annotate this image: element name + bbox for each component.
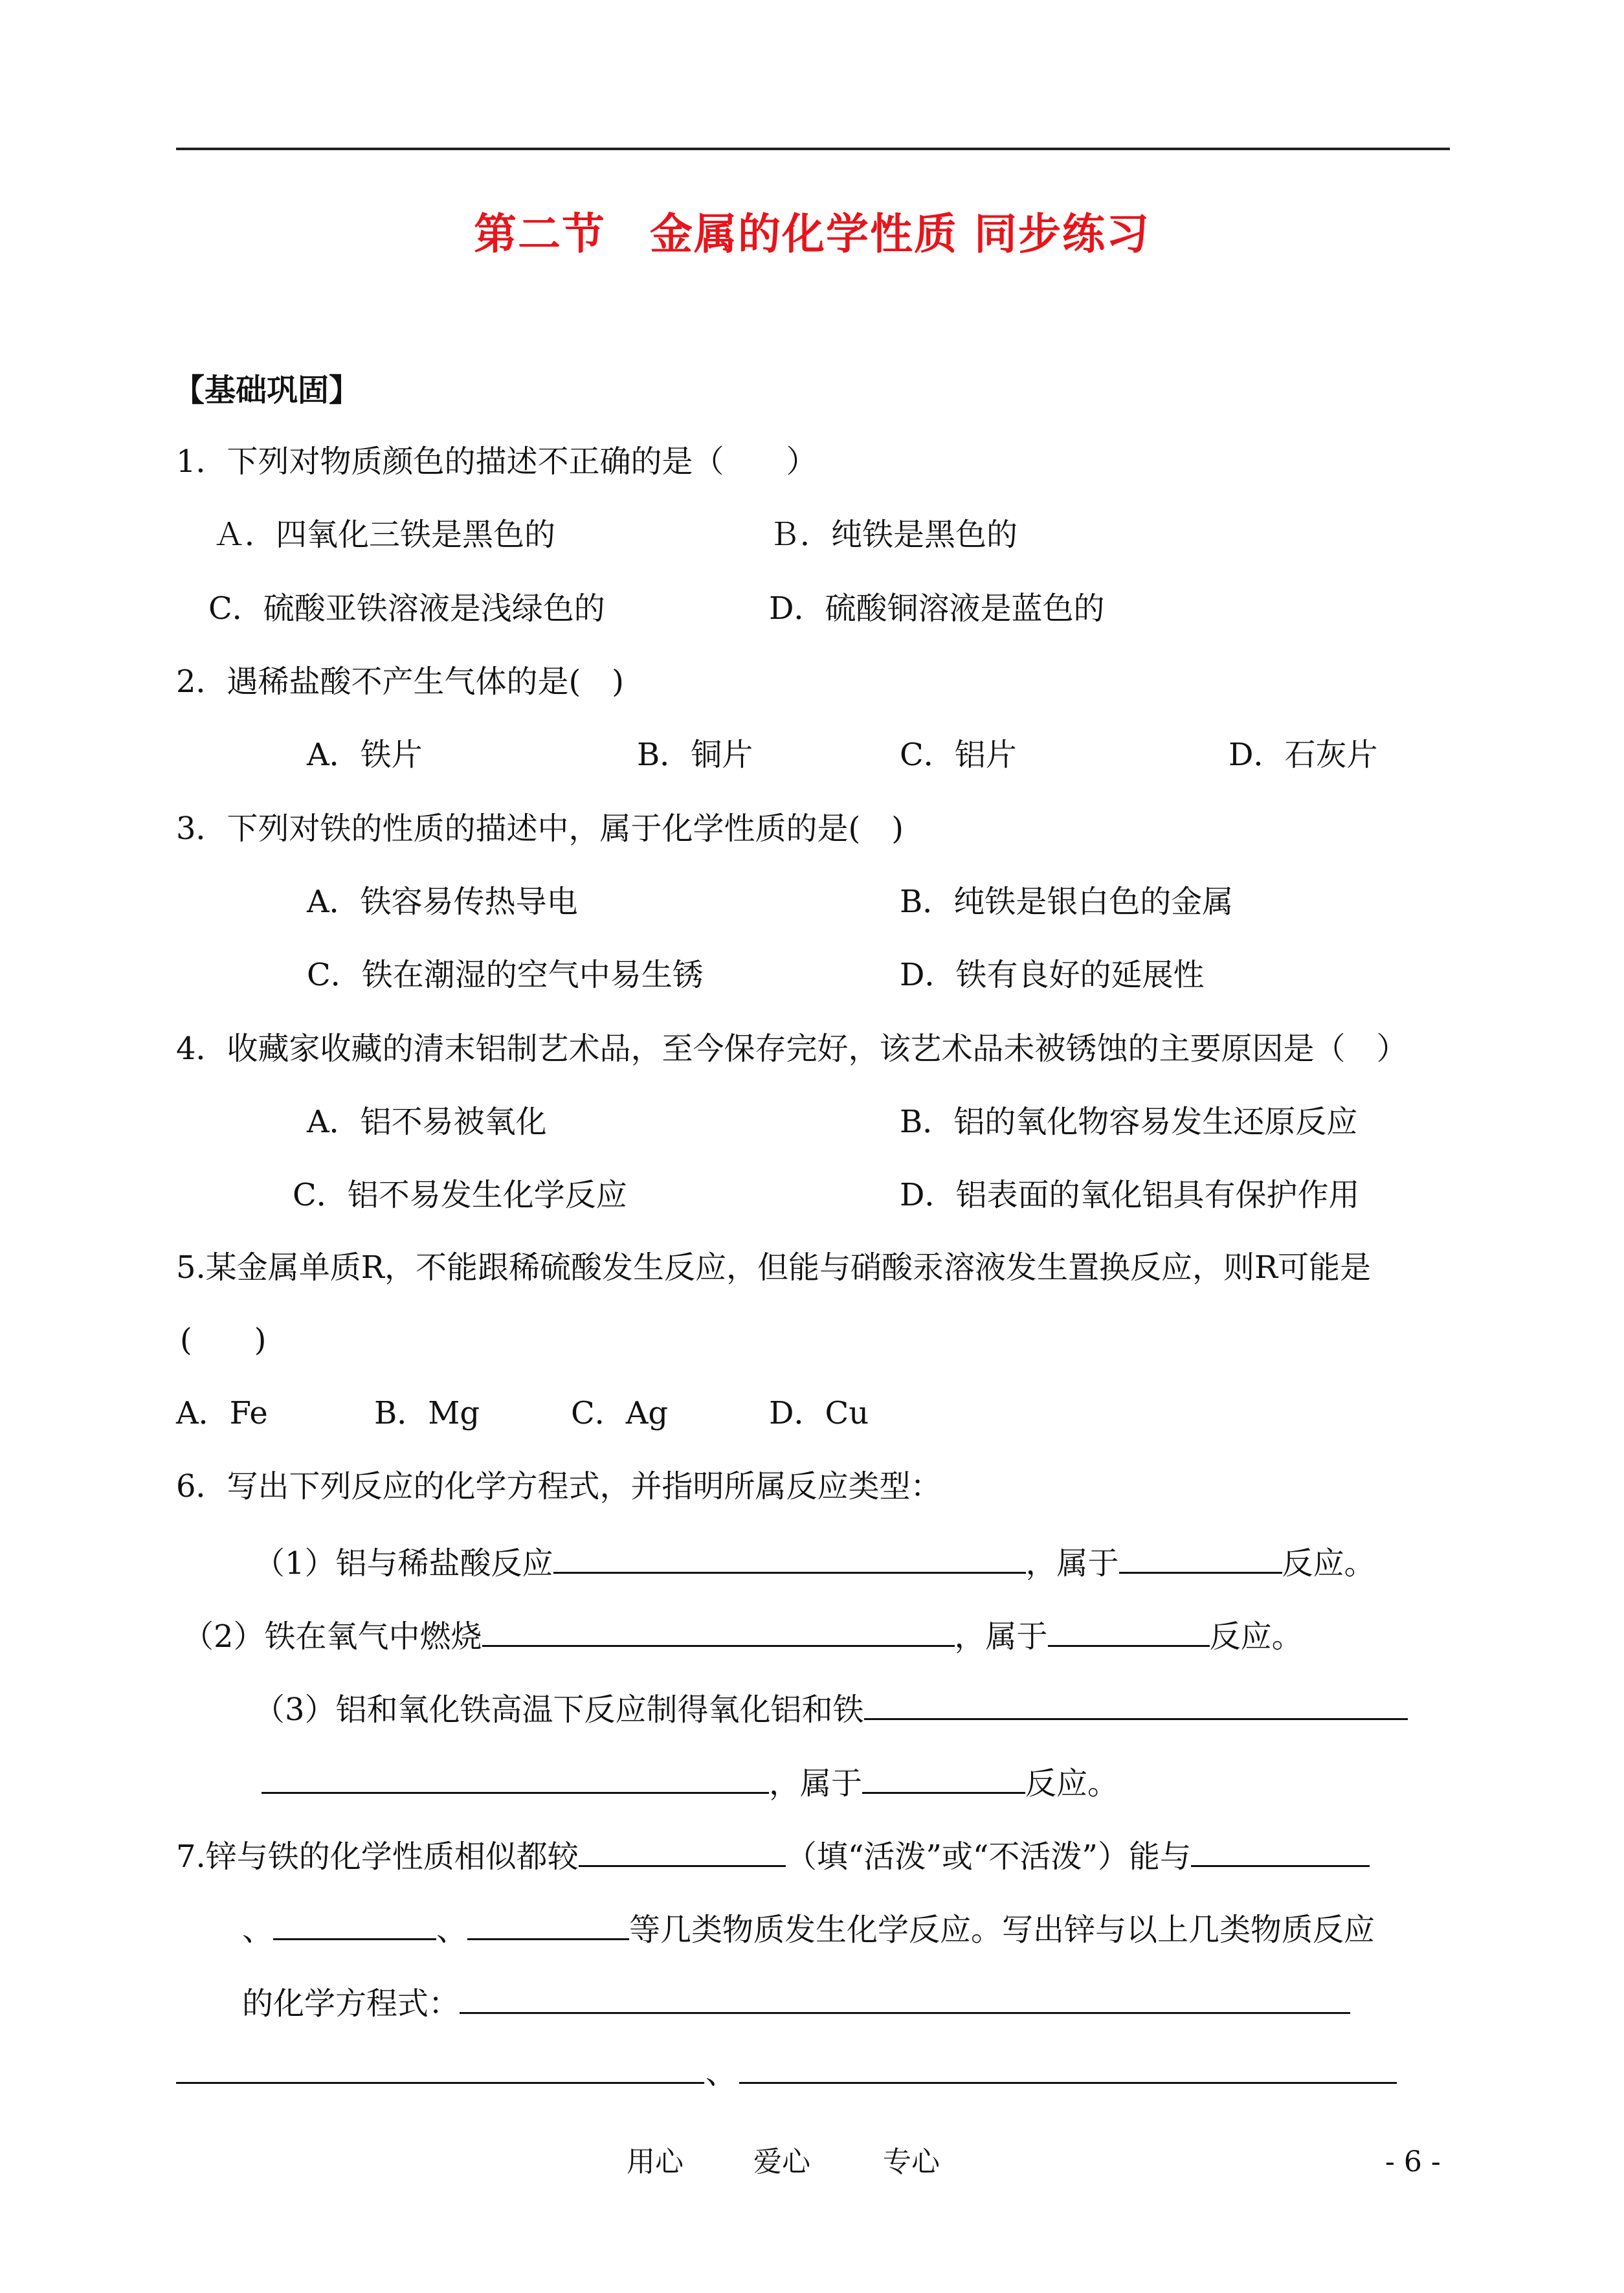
q7-substance-blank-3[interactable] — [467, 1907, 629, 1940]
q4-option-d: D．铝表面的氧化铝具有保护作用 — [900, 1177, 1360, 1213]
q6-part3-equation-blank-b[interactable] — [261, 1761, 769, 1794]
footer-word-1: 用心 — [627, 2145, 684, 2178]
q6-part3-label: （3）铝和氧化铁高温下反应制得氧化铝和铁 — [254, 1692, 864, 1728]
q1-option-c: C．硫酸亚铁溶液是浅绿色的 — [208, 590, 605, 627]
q2-stem: 2．遇稀盐酸不产生气体的是( ) — [176, 664, 624, 700]
q7-equation-blank-3[interactable] — [739, 2082, 1397, 2084]
q6-part2 — [183, 1614, 1303, 1656]
q7-fill-hint: （填“活泼”或“不活泼”）能与 — [785, 1839, 1191, 1875]
footer-word-3: 专心 — [883, 2145, 940, 2178]
q6-part2-label: （2）铁在氧气中燃烧 — [183, 1618, 482, 1655]
q7-line2 — [242, 1907, 1375, 1949]
q6-part3-type-blank[interactable] — [862, 1761, 1025, 1794]
q7-activity-blank[interactable] — [579, 1834, 786, 1867]
q4-stem: 4．收藏家收藏的清末铝制艺术品，至今保存完好，该艺术品未被锈蚀的主要原因是（ ） — [176, 1031, 1408, 1067]
page-title: 第二节 金属的化学性质 同步练习 — [474, 209, 1150, 259]
q6-part3-equation-blank-a[interactable] — [864, 1687, 1408, 1720]
q5-option-b: B．Mg — [374, 1395, 480, 1431]
q7-substance-blank-1[interactable] — [1191, 1834, 1370, 1867]
q2-option-c: C．铝片 — [900, 737, 1017, 773]
q6-stem: 6．写出下列反应的化学方程式，并指明所属反应类型： — [176, 1468, 942, 1504]
q6-part2-belong: ，属于 — [954, 1618, 1048, 1655]
q6-part1-equation-blank[interactable] — [553, 1541, 1026, 1574]
q2-option-d: D．石灰片 — [1229, 737, 1378, 773]
q1-stem: 1．下列对物质颜色的描述不正确的是（ ） — [176, 443, 818, 480]
q4-option-a: A．铝不易被氧化 — [307, 1104, 547, 1140]
q6-part2-type-blank[interactable] — [1048, 1614, 1210, 1647]
q4-option-c: C．铝不易发生化学反应 — [293, 1177, 627, 1213]
header-rule — [176, 148, 1450, 150]
q6-part3-react: 反应。 — [1025, 1765, 1119, 1802]
q7-substance-blank-2[interactable] — [273, 1907, 436, 1940]
q6-part3-belong: ，属于 — [769, 1765, 863, 1802]
q6-part1-react: 反应。 — [1282, 1545, 1375, 1582]
q5-answer-paren: ( ) — [180, 1322, 267, 1358]
q6-part2-equation-blank[interactable] — [482, 1614, 955, 1647]
q3-option-c: C．铁在潮湿的空气中易生锈 — [307, 957, 704, 993]
q7-line1 — [176, 1834, 1370, 1876]
footer-word-2: 爱心 — [753, 2145, 810, 2178]
q6-part3 — [254, 1687, 1408, 1729]
q7-sep-2: 、 — [436, 1912, 468, 1948]
q6-part1-type-blank[interactable] — [1119, 1541, 1282, 1574]
q4-option-b: B．铝的氧化物容易发生还原反应 — [900, 1104, 1358, 1140]
q7-line3-label: 的化学方程式： — [242, 1985, 460, 2022]
q3-option-d: D．铁有良好的延展性 — [900, 957, 1205, 993]
q7-equation-blank-1[interactable] — [460, 1981, 1350, 2014]
q7-comma: 、 — [706, 2055, 737, 2091]
page-number: - 6 - — [1385, 2145, 1441, 2178]
q6-part1-label: （1）铝与稀盐酸反应 — [254, 1545, 553, 1582]
q3-stem: 3．下列对铁的性质的描述中，属于化学性质的是( ) — [176, 811, 904, 847]
q5-option-d: D．Cu — [769, 1395, 869, 1431]
q6-part2-react: 反应。 — [1209, 1618, 1303, 1655]
q7-equation-blank-2[interactable] — [176, 2082, 704, 2084]
q1-option-b: Ｂ．纯铁是黑色的 — [769, 517, 1018, 553]
q7-line3 — [242, 1981, 1350, 2023]
q1-option-a: Ａ．四氧化三铁是黑色的 — [214, 517, 556, 553]
q3-option-a: A．铁容易传热导电 — [307, 884, 578, 920]
q2-option-a: A．铁片 — [307, 737, 423, 773]
q1-option-d: D．硫酸铜溶液是蓝色的 — [769, 590, 1105, 627]
q6-part1 — [254, 1541, 1375, 1583]
q7-stem: 7.锌与铁的化学性质相似都较 — [176, 1839, 579, 1875]
q5-option-a: A．Fe — [176, 1395, 268, 1431]
q5-option-c: C．Ag — [571, 1395, 669, 1431]
q7-sep-1: 、 — [242, 1912, 274, 1948]
q2-option-b: B．铜片 — [637, 737, 753, 773]
q7-line2-tail: 等几类物质发生化学反应。写出锌与以上几类物质反应 — [629, 1912, 1375, 1948]
q6-part1-belong: ，属于 — [1025, 1545, 1119, 1582]
section-heading: 【基础巩固】 — [173, 372, 361, 408]
q5-stem: 5.某金属单质R，不能跟稀硫酸发生反应，但能与硝酸汞溶液发生置换反应，则R可能是 — [176, 1249, 1372, 1286]
q6-part3-cont — [261, 1761, 1118, 1803]
q3-option-b: B．纯铁是银白色的金属 — [900, 884, 1234, 920]
